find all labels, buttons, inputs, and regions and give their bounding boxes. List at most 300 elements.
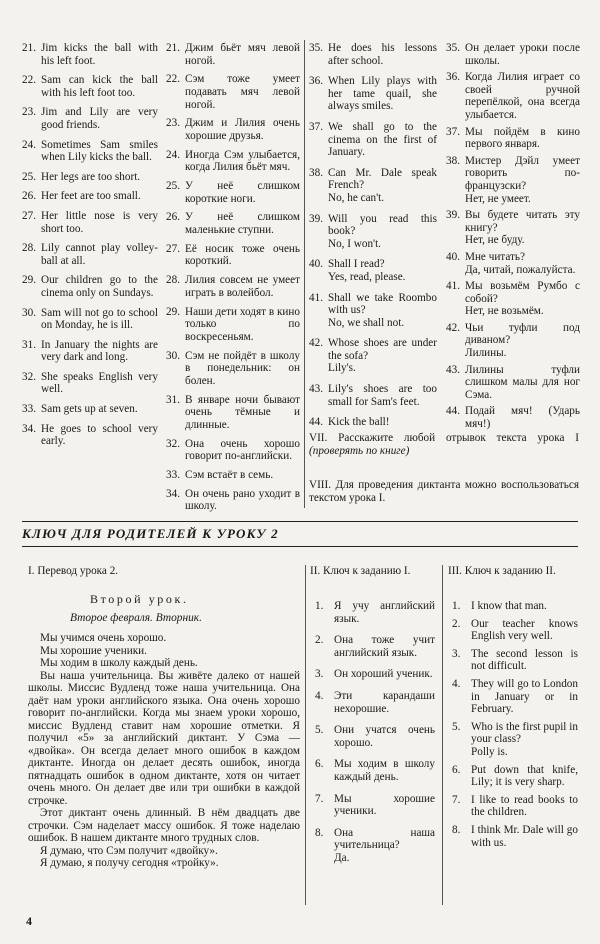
item-sentence: Will you read this book? — [328, 212, 437, 238]
section-viii — [309, 479, 579, 504]
list-item — [309, 167, 437, 205]
list-item — [446, 42, 580, 67]
item-sentence: Когда Лилия играет со своей ручной перепёлкой, она всегда улыбается. — [465, 71, 580, 121]
list-item — [309, 383, 437, 408]
item-number: 27. — [22, 209, 36, 222]
item-sentence: Put down that knife, Lily; it is very sharp. — [471, 763, 578, 789]
item-number: 30. — [22, 306, 36, 319]
item-number: 24. — [22, 138, 36, 151]
list-item — [22, 106, 158, 131]
item-text — [471, 764, 578, 789]
item-number: 2. — [315, 634, 324, 647]
list-item — [22, 403, 158, 416]
item-text — [328, 213, 437, 251]
item-number: 35. — [446, 42, 460, 54]
item-sentence: Она наша учительница? — [334, 826, 435, 852]
list-item — [446, 405, 580, 430]
item-sentence: Чьи туфли под диваном? — [465, 321, 580, 347]
item-text — [185, 149, 300, 174]
item-sentence: They will go to London in January or in February. — [471, 677, 578, 716]
item-sentence: Whose shoes are under the sofa? — [328, 337, 437, 362]
item-text — [465, 251, 580, 276]
item-number: 40. — [446, 250, 460, 263]
item-number: 29. — [166, 305, 180, 318]
item-text — [41, 210, 158, 235]
item-text — [328, 75, 437, 113]
item-number: 29. — [22, 274, 36, 287]
item-sentence: The second lesson is not difficult. — [471, 647, 578, 673]
item-number: 26. — [22, 190, 36, 203]
item-number: 5. — [452, 720, 461, 733]
col-russian-21-34 — [166, 42, 300, 519]
item-sentence: Джим бьёт мяч левой ногой. — [185, 42, 300, 67]
item-sentence: I think Mr. Dale will go with us. — [471, 823, 578, 849]
list-item — [309, 416, 437, 429]
item-sentence: Подай мяч! (Ударь мяч!) — [465, 405, 580, 431]
item-answer: No, he can't. — [328, 191, 385, 204]
item-text — [328, 121, 437, 159]
item-text — [41, 403, 158, 416]
list-item — [22, 139, 158, 164]
item-number: 33. — [22, 403, 36, 416]
item-sentence: Lily's shoes are too small for Sam's feet. — [328, 383, 437, 408]
list-item — [22, 423, 158, 448]
item-number: 1. — [452, 600, 461, 612]
item-answer: Нет, не возьмём. — [465, 305, 544, 318]
item-text — [471, 648, 578, 673]
item-sentence: I like to read books to the children. — [471, 793, 578, 819]
item-number: 8. — [315, 826, 324, 839]
list-item — [315, 758, 435, 783]
item-sentence: Её носик тоже очень короткий. — [185, 242, 300, 268]
item-sentence: Jim and Lily are very good friends. — [41, 106, 158, 131]
item-text — [41, 42, 158, 67]
item-text — [185, 350, 300, 388]
key-heading: КЛЮЧ ДЛЯ РОДИТЕЛЕЙ К УРОКУ 2 — [22, 526, 279, 541]
item-text — [185, 488, 300, 513]
item-answer: No, we shall not. — [328, 316, 405, 329]
item-number: 23. — [22, 106, 36, 119]
item-text — [41, 139, 158, 164]
item-sentence: Sam gets up at seven. — [41, 403, 138, 416]
list-item — [452, 618, 578, 643]
list-item — [309, 292, 437, 330]
item-number: 40. — [309, 258, 323, 271]
item-sentence: Lily cannot play volley-ball at all. — [41, 242, 158, 267]
item-sentence: Sam can kick the ball with his left foot too. — [41, 74, 158, 99]
list-item — [166, 350, 300, 388]
list-item — [166, 180, 300, 205]
item-text — [471, 824, 578, 849]
item-number: 43. — [446, 363, 460, 376]
list-item — [22, 242, 158, 267]
item-sentence: Who is the first pupil in your class? — [471, 720, 578, 746]
list-item — [309, 121, 437, 159]
list-item — [446, 364, 580, 402]
list-item — [446, 251, 580, 276]
list-item — [446, 209, 580, 247]
item-sentence: Her legs are too short. — [41, 170, 141, 183]
item-number: 26. — [166, 211, 180, 224]
item-number: 25. — [22, 170, 36, 183]
column-divider — [304, 40, 305, 508]
list-item — [452, 648, 578, 673]
list-item — [446, 280, 580, 318]
item-text — [471, 721, 578, 759]
list-item — [22, 339, 158, 364]
item-sentence: I know that man. — [471, 600, 547, 612]
item-sentence: Он очень рано уходит в школу. — [185, 487, 300, 513]
item-sentence: Мы хорошие ученики. — [334, 792, 435, 818]
item-sentence: Он хороший ученик. — [334, 668, 433, 681]
item-sentence: Она тоже учит английский язык. — [334, 634, 435, 659]
item-number: 36. — [309, 75, 323, 88]
item-sentence: He does his lessons after school. — [328, 42, 437, 67]
section-vii — [309, 432, 579, 457]
item-sentence: Мы пойдём в кино первого января. — [465, 125, 580, 151]
item-number: 32. — [22, 370, 36, 383]
item-text — [334, 634, 435, 659]
item-text — [41, 339, 158, 364]
item-answer: Да. — [334, 851, 350, 864]
translation-paragraph: Мы хорошие ученики. — [40, 644, 147, 657]
item-number: 7. — [315, 792, 324, 805]
item-number: 8. — [452, 823, 461, 836]
item-text — [41, 171, 158, 184]
item-sentence: Он делает уроки после школы. — [465, 42, 580, 67]
item-sentence: У неё слишком маленькие ступни. — [185, 211, 300, 237]
item-text — [185, 306, 300, 344]
list-item — [315, 668, 435, 681]
list-item — [166, 394, 300, 432]
part2-heading: II. Ключ к заданию I. — [310, 565, 411, 577]
list-item — [22, 42, 158, 67]
item-number: 4. — [315, 689, 324, 702]
item-text — [185, 274, 300, 299]
item-text — [465, 42, 580, 67]
item-number: 36. — [446, 71, 460, 84]
item-number: 44. — [446, 405, 460, 418]
item-number: 31. — [166, 393, 180, 406]
item-answer: Да, читай, пожалуйста. — [465, 263, 576, 276]
translation-paragraph: Вы наша учительница. Вы живёте далеко от нашей школы. Миссис Вудленд тоже наша учительница. Она даёт нам уроки английского языка. Она очень хорошо говорит по-английски. Когда мы знаем уроки хорошо, миссис Вудленд ставит нам хорошие отметки. Я получил «5» за английский диктант. У Сэма — «двойка». Он всегда делает много ошибок в каждом диктанте. Иногда он делает десять ошибок, иногда пятнадцать ошибок в одном диктанте, хотя он читает очень много. Он делает две или три ошибки в каждой строчке. — [28, 669, 300, 807]
list-item — [22, 274, 158, 299]
item-number: 37. — [446, 125, 460, 138]
item-sentence: Can Mr. Dale speak French? — [328, 166, 437, 192]
item-sentence: Я учу английский язык. — [334, 600, 435, 625]
part2-list — [315, 600, 435, 874]
item-number: 43. — [309, 383, 323, 396]
item-sentence: Sometimes Sam smiles when Lily kicks the ball. — [41, 138, 158, 164]
list-item — [315, 600, 435, 625]
item-sentence: Her little nose is very short too. — [41, 209, 158, 235]
col-english-35-44 — [309, 42, 437, 437]
section-vii-text: Расскажите любой отрывок текста урока I — [338, 432, 579, 444]
list-item — [309, 337, 437, 375]
item-number: 7. — [452, 793, 461, 806]
item-number: 34. — [22, 422, 36, 435]
list-item — [166, 117, 300, 142]
item-text — [471, 678, 578, 716]
item-number: 44. — [309, 416, 323, 429]
item-answer: Lily's. — [328, 362, 356, 375]
list-item — [446, 71, 580, 121]
item-number: 39. — [309, 212, 323, 225]
heading-rule-bottom — [22, 546, 578, 547]
item-number: 30. — [166, 349, 180, 362]
section-vii-note: (проверять по книге) — [309, 444, 410, 457]
item-text — [465, 405, 580, 430]
item-sentence: У неё слишком короткие ноги. — [185, 180, 300, 205]
item-number: 5. — [315, 724, 324, 737]
item-number: 1. — [315, 600, 324, 612]
item-number: 6. — [452, 763, 461, 776]
list-item — [166, 211, 300, 236]
item-number: 31. — [22, 338, 36, 351]
item-text — [41, 74, 158, 99]
part1-heading: I. Перевод урока 2. — [28, 565, 119, 577]
list-item — [166, 42, 300, 67]
item-text — [41, 190, 158, 203]
list-item — [166, 306, 300, 344]
list-item — [309, 75, 437, 113]
item-sentence: She speaks English very well. — [41, 370, 158, 396]
item-answer: Лилины. — [465, 347, 507, 360]
item-answer: Нет, не буду. — [465, 234, 525, 247]
item-sentence: Сэм встаёт в семь. — [185, 468, 274, 481]
item-text — [328, 337, 437, 375]
item-text — [471, 794, 578, 819]
part3-list — [452, 600, 578, 854]
list-item — [166, 274, 300, 299]
item-number: 4. — [452, 677, 461, 690]
list-item — [452, 721, 578, 759]
section-viii-text: Для проведения диктанта можно воспользоваться текстом урока I. — [309, 479, 580, 504]
item-sentence: When Lily plays with her tame quail, she always smiles. — [328, 75, 437, 113]
list-item — [22, 371, 158, 396]
item-text — [328, 42, 437, 67]
item-answer: Нет, не умеет. — [465, 192, 531, 205]
list-item — [22, 74, 158, 99]
item-sentence: Иногда Сэм улыбается, когда Лилия бьёт мяч. — [185, 148, 300, 174]
list-item — [22, 171, 158, 184]
item-number: 42. — [309, 337, 323, 350]
item-sentence: Мистер Дэйл умеет говорить по-французски? — [465, 154, 580, 192]
item-text — [185, 438, 300, 463]
item-text — [465, 209, 580, 247]
item-text — [41, 423, 158, 448]
list-item — [22, 307, 158, 332]
item-number: 39. — [446, 209, 460, 222]
item-text — [328, 258, 437, 283]
item-number: 3. — [315, 668, 324, 681]
list-item — [446, 126, 580, 151]
item-sentence: Наши дети ходят в кино только по воскресеньям. — [185, 305, 300, 343]
item-sentence: Sam will not go to school on Monday, he is ill. — [41, 306, 158, 332]
list-item — [452, 764, 578, 789]
item-sentence: In January the nights are very dark and long. — [41, 338, 158, 364]
list-item — [22, 210, 158, 235]
list-item — [446, 322, 580, 360]
item-sentence: Сэм тоже умеет подавать мяч левой ногой. — [185, 73, 300, 111]
list-item — [452, 824, 578, 849]
list-item — [22, 190, 158, 203]
item-sentence: Our teacher knows English very well. — [471, 617, 578, 643]
list-item — [315, 634, 435, 659]
item-number: 27. — [166, 242, 180, 255]
list-item — [452, 600, 578, 613]
item-sentence: Лилия совсем не умеет играть в волейбол. — [185, 274, 300, 299]
item-text — [334, 668, 435, 681]
item-number: 37. — [309, 120, 323, 133]
item-answer: Polly is. — [471, 745, 508, 758]
item-number: 35. — [309, 42, 323, 54]
item-text — [328, 416, 437, 429]
list-item — [166, 73, 300, 111]
translation-paragraph: Я думаю, я получу сегодня «тройку». — [40, 857, 219, 869]
item-number: 21. — [166, 42, 180, 54]
item-text — [185, 180, 300, 205]
translation-paragraph: Мы учимся очень хорошо. — [40, 632, 167, 644]
list-item — [315, 724, 435, 749]
item-sentence: Она очень хорошо говорит по-английски. — [185, 437, 300, 463]
item-text — [334, 690, 435, 715]
list-item — [315, 690, 435, 715]
item-text — [334, 758, 435, 783]
item-number: 32. — [166, 437, 180, 450]
item-text — [328, 383, 437, 408]
item-text — [328, 292, 437, 330]
item-sentence: Сэм не пойдёт в школу в понедельник: он болен. — [185, 349, 300, 387]
item-answer: Yes, read, please. — [328, 270, 406, 283]
key-heading-band — [22, 521, 578, 547]
item-number: 22. — [166, 73, 180, 86]
item-text — [465, 280, 580, 318]
item-number: 38. — [446, 154, 460, 167]
item-number: 24. — [166, 148, 180, 161]
list-item — [309, 42, 437, 67]
column-divider-3 — [442, 565, 443, 905]
item-sentence: Shall I read? — [328, 258, 385, 271]
item-sentence: Джим и Лилия очень хорошие друзья. — [185, 117, 300, 142]
item-sentence: Они учатся очень хорошо. — [334, 724, 435, 749]
item-sentence: Shall we take Roombo with us? — [328, 291, 437, 317]
item-text — [471, 618, 578, 643]
list-item — [166, 243, 300, 268]
item-text — [334, 793, 435, 818]
item-number: 2. — [452, 617, 461, 630]
page-number: 4 — [26, 914, 32, 928]
item-number: 25. — [166, 180, 180, 193]
item-text — [334, 724, 435, 749]
item-sentence: We shall go to the cinema on the first of January. — [328, 120, 437, 159]
item-text — [41, 371, 158, 396]
item-text — [41, 274, 158, 299]
list-item — [452, 678, 578, 716]
item-number: 21. — [22, 42, 36, 54]
item-text — [465, 364, 580, 402]
list-item — [315, 793, 435, 818]
item-sentence: Эти карандаши нехорошие. — [334, 689, 435, 715]
list-item — [315, 827, 435, 865]
item-text — [465, 155, 580, 205]
list-item — [166, 149, 300, 174]
translation-paragraph: Я думаю, что Сэм получит «двойку». — [40, 844, 218, 857]
item-text — [185, 42, 300, 67]
col-russian-35-44 — [446, 42, 580, 435]
item-number: 28. — [166, 274, 180, 287]
item-sentence: Jim kicks the ball with his left foot. — [41, 42, 158, 67]
item-number: 22. — [22, 74, 36, 87]
list-item — [166, 438, 300, 463]
list-item — [452, 794, 578, 819]
item-text — [334, 600, 435, 625]
item-text — [334, 827, 435, 865]
lesson-title: Второй урок. — [90, 592, 189, 606]
item-sentence: Kick the ball! — [328, 416, 390, 429]
item-text — [41, 106, 158, 131]
item-number: 38. — [309, 166, 323, 179]
lesson-translation — [28, 632, 300, 870]
item-text — [41, 242, 158, 267]
heading-rule-top — [22, 521, 578, 522]
column-divider-2 — [305, 565, 306, 905]
item-number: 42. — [446, 321, 460, 334]
list-item — [166, 469, 300, 482]
section-viii-number: VIII. — [309, 479, 332, 491]
translation-paragraph: Этот диктант очень длинный. В нём двадцать две строчки. Сэм наделает массу ошибок. Я тоже наделаю ошибок. В нашем диктанте много трудных слов. — [28, 807, 300, 844]
list-item — [166, 488, 300, 513]
item-text — [41, 307, 158, 332]
item-sentence: Вы будете читать эту книгу? — [465, 209, 580, 234]
list-item — [446, 155, 580, 205]
item-text — [465, 322, 580, 360]
lesson-subtitle: Второе февраля. Вторник. — [70, 612, 202, 624]
item-sentence: Our children go to the cinema only on Sundays. — [41, 274, 158, 299]
item-sentence: Мы ходим в школу каждый день. — [334, 758, 435, 783]
item-text — [185, 243, 300, 268]
item-text — [185, 117, 300, 142]
item-number: 28. — [22, 242, 36, 255]
part3-heading: III. Ключ к заданию II. — [448, 565, 556, 577]
item-number: 3. — [452, 647, 461, 660]
item-number: 23. — [166, 117, 180, 130]
item-sentence: Her feet are too small. — [41, 190, 141, 203]
item-sentence: Мы возьмём Румбо с собой? — [465, 280, 580, 305]
item-number: 33. — [166, 468, 180, 481]
item-text — [471, 600, 578, 613]
section-vii-number: VII. — [309, 432, 328, 444]
item-number: 6. — [315, 758, 324, 771]
item-number: 34. — [166, 487, 180, 500]
item-number: 41. — [446, 280, 460, 293]
item-text — [185, 211, 300, 236]
item-text — [185, 73, 300, 111]
item-text — [185, 394, 300, 432]
item-number: 41. — [309, 291, 323, 304]
item-sentence: Лилины туфли слишком малы для ног Сэма. — [465, 363, 580, 401]
item-sentence: Мне читать? — [465, 250, 525, 263]
list-item — [309, 213, 437, 251]
item-sentence: He goes to school very early. — [41, 422, 158, 448]
col-english-21-34 — [22, 42, 158, 455]
item-text — [465, 71, 580, 121]
list-item — [309, 258, 437, 283]
item-text — [328, 167, 437, 205]
item-text — [185, 469, 300, 482]
item-sentence: В январе ночи бывают очень тёмные и длинные. — [185, 393, 300, 431]
item-text — [465, 126, 580, 151]
